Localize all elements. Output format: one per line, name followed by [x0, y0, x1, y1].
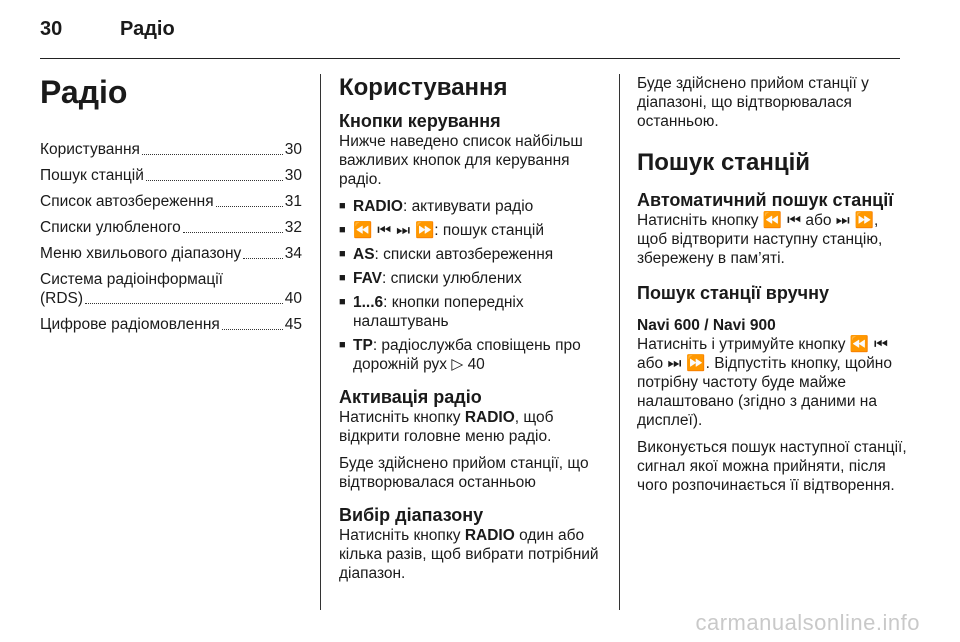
toc-leader — [243, 258, 282, 259]
column-divider-1 — [320, 74, 321, 610]
toc-item-page: 32 — [284, 219, 302, 236]
button-key: RADIO — [464, 409, 515, 426]
toc-item-label: Користування — [40, 141, 140, 158]
toc-leader — [216, 206, 283, 207]
usage-column — [339, 74, 604, 591]
toc-leader — [142, 154, 283, 155]
auto-search-paragraph: Натисніть кнопку ⏪ ⏮ або ⏭ ⏩, щоб відтворити наступну станцію, збережену в пам’яті. — [637, 211, 883, 267]
toc-item[interactable] — [40, 218, 302, 237]
section-title-search: Пошук станцій — [637, 149, 811, 176]
activate-paragraph-2: Буде здійснено прийом станції, що відтворювалася останньою — [339, 455, 589, 491]
toc-item-label: Система радіоінформації — [40, 271, 223, 288]
subsection-title-auto: Автоматичний пошук станції — [637, 190, 894, 210]
seek-forward-icon: ⏭ ⏩ — [835, 211, 874, 229]
toc-item-page: 30 — [284, 167, 302, 184]
page-number: 30 — [40, 18, 63, 40]
list-item: ■ AS: списки автозбереження — [339, 245, 604, 264]
band-paragraph: Натисніть кнопку RADIO один або кілька разів, щоб вибрати потрібний діапазон. — [339, 527, 599, 582]
list-item: ■ FAV: списки улюблених — [339, 269, 604, 288]
button-key: RADIO — [464, 527, 515, 544]
toc-item-label: Меню хвильового діапазону — [40, 245, 242, 262]
manual-search-paragraph-2: Виконується пошук наступної станції, сигнал якої можна прийняти, після чого розпочинається її відтворення. — [637, 439, 907, 494]
model-title: Navi 600 / Navi 900 — [637, 317, 776, 334]
toc-item[interactable] — [40, 315, 302, 334]
toc-item-label: Списки улюбленого — [40, 219, 181, 236]
subsection-title-manual: Пошук станції вручну — [637, 283, 829, 303]
page-header — [40, 18, 900, 58]
toc-item[interactable] — [40, 166, 302, 185]
button-key: FAV — [353, 270, 382, 287]
toc-column — [40, 74, 302, 341]
page-reference[interactable]: 40 — [467, 356, 485, 373]
toc-leader — [222, 329, 283, 330]
page-reference-icon: ▷ — [451, 355, 464, 373]
subsection-title-band: Вибір діапазону — [339, 505, 484, 525]
seek-back-icon: ⏪ ⏮ — [762, 211, 802, 229]
continued-paragraph: Буде здійснено прийом станції у діапазоні, що відтворювалася останньою. — [637, 75, 869, 130]
toc-item[interactable] — [40, 140, 302, 159]
header-title: Радіо — [120, 18, 175, 40]
section-title-usage: Користування — [339, 74, 508, 101]
column-divider-2 — [619, 74, 620, 610]
toc-item[interactable] — [40, 244, 302, 263]
toc-item[interactable] — [40, 270, 302, 308]
toc-leader — [85, 303, 283, 304]
list-item: ■ RADIO: активувати радіо — [339, 197, 604, 216]
list-item: ■ 1...6: кнопки попередніх налаштувань — [339, 293, 604, 331]
toc-list — [40, 140, 302, 334]
button-key: RADIO — [353, 198, 403, 215]
subsection-title-activate: Активація радіо — [339, 387, 482, 407]
manual-search-paragraph: Натисніть і утримуйте кнопку ⏪ ⏮ або ⏭ ⏩. Відпустіть кнопку, щойно потрібну частоту буде майже налаштовано (згідно з даними на дисплеї). — [637, 335, 892, 429]
toc-leader — [146, 180, 283, 181]
button-key: 1...6 — [353, 294, 384, 311]
buttons-intro: Нижче наведено список найбільш важливих кнопок для керування радіо. — [339, 133, 583, 188]
list-item: ■ TP: радіослужба сповіщень про дорожній рух ▷ 40 — [339, 336, 604, 374]
watermark: carmanualsonline.info — [695, 610, 920, 635]
list-item: ■ ⏪ ⏮ ⏭ ⏩: пошук станцій — [339, 221, 604, 240]
search-column — [637, 74, 907, 503]
seek-back-icon: ⏪ ⏮ — [849, 335, 888, 353]
toc-item[interactable] — [40, 192, 302, 211]
toc-item-page: 40 — [284, 290, 302, 307]
seek-buttons-icon: ⏪ ⏮ ⏭ ⏩ — [353, 221, 435, 239]
activate-paragraph: Натисніть кнопку RADIO, щоб відкрити головне меню радіо. — [339, 409, 554, 445]
toc-item-page: 34 — [284, 245, 302, 262]
header-rule — [40, 58, 900, 59]
toc-item-label: Список автозбереження — [40, 193, 214, 210]
button-key: TP — [353, 337, 373, 354]
subsection-title-buttons: Кнопки керування — [339, 111, 501, 131]
toc-item-page: 31 — [284, 193, 302, 210]
button-list — [339, 197, 604, 374]
chapter-title: Радіо — [40, 74, 128, 110]
toc-item-label: Пошук станцій — [40, 167, 144, 184]
seek-forward-icon: ⏭ ⏩ — [667, 354, 706, 372]
toc-item-page: 45 — [284, 316, 302, 333]
toc-item-label: Цифрове радіомовлення — [40, 316, 220, 333]
toc-leader — [183, 232, 283, 233]
toc-item-label-cont: (RDS) — [40, 290, 84, 307]
button-key: AS — [353, 246, 375, 263]
toc-item-page: 30 — [284, 141, 302, 158]
